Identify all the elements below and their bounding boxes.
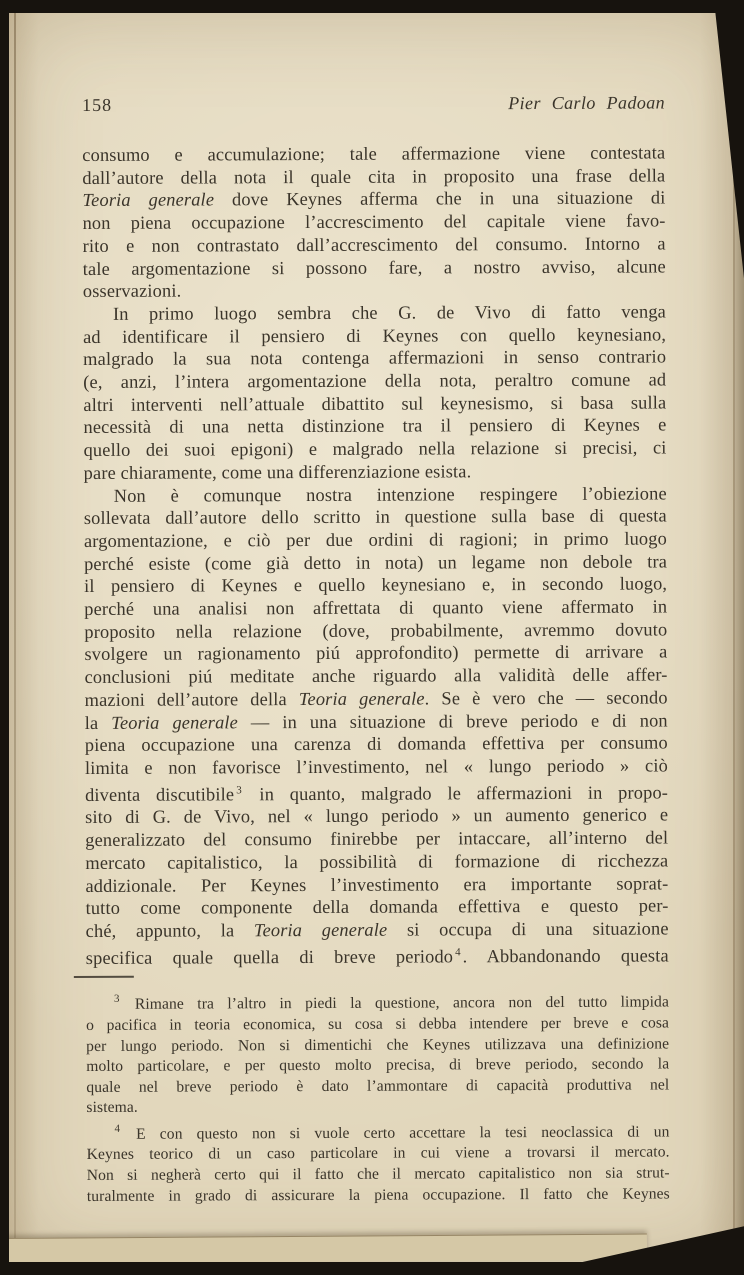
text-line: [85, 777, 668, 806]
text-run: Keynes teorico di un caso particolare in cui viene a trovarsi il mercato.: [86, 1143, 670, 1164]
text-run: sito di G. de Vivo, nel « lungo periodo » un aumento generico e: [85, 804, 669, 828]
text-run: molto particolare, e per questo molto precisa, di breve periodo, secondo la: [86, 1055, 670, 1076]
italic-text-run: Teoria generale: [111, 711, 238, 733]
book-page: [9, 13, 744, 1263]
italic-text-run: Teoria generale: [253, 919, 388, 941]
text-run: mazioni dell’autore della: [84, 688, 299, 710]
text-run: necessità di una netta distinzione tra il pensiero di Keynes e: [83, 414, 667, 438]
text-line: [86, 895, 669, 920]
text-line: [86, 987, 669, 1016]
text-run: Non si negherà certo qui il fatto che il mercato capitalistico non sia strut-: [86, 1164, 670, 1185]
text-run: — in una situazione di breve periodo e di non: [237, 710, 668, 732]
text-line: [82, 187, 665, 212]
text-run: il pensiero di Keynes e quello keynesiano e, in secondo luogo,: [84, 573, 668, 597]
text-line: [84, 596, 667, 621]
text-line: [83, 323, 666, 348]
text-run: generalizzato del consumo finirebbe per intaccare, all’interno del: [85, 827, 669, 851]
text-run: altri interventi nell’attuale dibattito sul keynesismo, si basa sulla: [83, 392, 667, 415]
text-run: . Se è vero che — secondo: [424, 687, 668, 709]
text-run: limita e non favorisce l’investimento, nel « lungo periodo » ciò: [84, 755, 668, 778]
text-line: [83, 300, 666, 325]
text-run: piena occupazione una carenza di domanda effettiva per consumo: [84, 732, 668, 756]
text-run: turalmente in grado di assicurare la piena occupazione. Il fatto che Keynes: [86, 1185, 670, 1205]
text-run: sistema.: [86, 1099, 138, 1117]
text-line: [87, 1143, 670, 1166]
running-header: [82, 92, 665, 116]
page-content: [82, 92, 670, 1207]
footnote-ref: 3: [113, 993, 120, 1006]
text-run: pare chiaramente, come una differenziazione esista.: [83, 461, 472, 483]
text-line: [86, 1116, 669, 1145]
text-run: tutto come componente della domanda effettiva e questo per-: [85, 895, 669, 919]
text-run: consumo e accumulazione; tale affermazione viene contestata: [82, 142, 666, 165]
text-line: [85, 827, 668, 852]
text-line: [85, 754, 668, 779]
text-run: E con questo non si vuole certo accettare la tesi neoclassica di un: [121, 1123, 670, 1143]
text-run: perché una analisi non affrettata di quanto viene affermato in: [84, 596, 668, 620]
text-line: [83, 346, 666, 371]
text-run: svolgere un ragionamento piú approfondito) permette di arrivare a: [84, 641, 668, 665]
text-run: mercato capitalistico, la possibilità di formazione di ricchezza: [85, 850, 669, 873]
text-line: [82, 141, 665, 166]
text-line: [85, 686, 668, 711]
text-run: si occupa di una situazione: [387, 918, 669, 940]
text-run: dove Keynes afferma che in una situazione di: [214, 187, 666, 210]
running-head-author: Pier Carlo Padoan: [508, 92, 666, 114]
text-line: [87, 1184, 670, 1207]
scan-edge-top: [0, 0, 744, 13]
text-line: [86, 1096, 669, 1119]
text-run: argomentazione, e ciò per due ordini di ragioni; in primo luogo: [83, 528, 667, 551]
text-run: la: [84, 712, 112, 733]
footnote-ref: 3: [236, 783, 242, 797]
text-run: conclusioni piú meditate anche riguardo alla validità delle affer-: [84, 664, 668, 688]
text-line: [84, 664, 667, 689]
text-run: Rimane tra l’altro in piedi la questione, ancora non del tutto limpida: [121, 993, 670, 1014]
text-line: [85, 804, 668, 829]
text-run: osservazioni.: [82, 280, 182, 302]
footnotes: [86, 987, 670, 1207]
body-text: [82, 141, 669, 969]
text-line: [85, 849, 668, 874]
text-run: malgrado la sua nota contenga affermazioni in senso contrario: [83, 346, 667, 370]
text-run: addizionale. Per Keynes l’investimento era importante soprat-: [85, 872, 669, 896]
text-run: . Abbandonando questa: [462, 945, 669, 966]
text-run: tale argomentazione si possono fare, a nostro avviso, alcune: [82, 255, 666, 279]
text-run: quello dei suoi epigoni) e malgrado nella relazione si precisi, ci: [83, 437, 667, 461]
text-run: perché esiste (come già detto in nota) un legame non debole tra: [84, 551, 668, 574]
text-line: [83, 255, 666, 280]
text-run: quale nel breve periodo è dato l’ammontare di capacità produttiva nel: [86, 1076, 670, 1096]
scan-edge-bottom: [0, 1262, 744, 1275]
text-run: proposito nella relazione (dove, probabilmente, avremmo dovuto: [84, 619, 668, 642]
text-run: specifica quale quella di breve periodo: [85, 945, 454, 968]
text-line: [86, 1075, 669, 1098]
text-line: [83, 210, 666, 235]
text-run: sollevata dall’autore dello scritto in questione sulla base di questa: [83, 505, 667, 529]
text-run: In primo luogo sembra che G. de Vivo di fatto venga: [112, 301, 666, 324]
text-line: [86, 1013, 669, 1036]
text-run: in quanto, malgrado le affermazioni in propo-: [243, 782, 669, 804]
text-line: [83, 368, 666, 393]
italic-text-run: Teoria generale: [298, 688, 425, 709]
text-line: [84, 459, 667, 484]
text-run: rito e non contrastato dall’accrescimento del consumo. Intorno a: [82, 233, 666, 256]
text-line: [85, 872, 668, 897]
text-line: [84, 527, 667, 552]
text-run: dall’autore della nota il quale cita in proposito una frase della: [82, 165, 666, 188]
scan-edge-left: [0, 0, 9, 1275]
text-run: non piena occupazione l’accrescimento del capitale viene favo-: [82, 210, 666, 234]
text-line: [86, 1055, 669, 1078]
page-gutter-crease: [14, 13, 16, 1263]
text-run: Non è comunque nostra intenzione respingere l’obiezione: [113, 482, 667, 506]
page-number: 158: [82, 94, 113, 115]
footnote-ref: 4: [455, 945, 461, 958]
text-run: diventa discutibile: [85, 784, 235, 805]
text-line: [84, 505, 667, 530]
text-run: o pacifica in teoria economica, su cosa si debba intendere per breve e cosa: [86, 1014, 670, 1034]
text-line: [83, 414, 666, 439]
text-line: [83, 391, 666, 416]
text-line: [85, 732, 668, 757]
text-run: ché, appunto, la: [85, 920, 254, 941]
text-line: [86, 940, 669, 969]
text-line: [85, 709, 668, 734]
footnote-separator: [74, 976, 134, 978]
text-line: [84, 573, 667, 598]
text-run: ad identificare il pensiero di Keynes con quello keynesiano,: [83, 324, 667, 347]
text-line: [87, 1164, 670, 1187]
text-line: [84, 482, 667, 507]
text-line: [83, 278, 666, 303]
text-line: [84, 618, 667, 643]
text-line: [84, 641, 667, 666]
footnote-ref: 4: [114, 1122, 121, 1135]
text-line: [84, 550, 667, 575]
text-line: [86, 917, 669, 942]
text-run: per lungo periodo. Non si dimentichi che Keynes utilizzava una definizione: [86, 1034, 670, 1055]
italic-text-run: Teoria generale: [82, 189, 215, 211]
text-line: [84, 437, 667, 462]
text-line: [82, 164, 665, 189]
text-line: [83, 232, 666, 257]
text-line: [86, 1034, 669, 1057]
underlying-page-edge: [2, 1233, 647, 1264]
text-run: (e, anzi, l’intera argomentazione della nota, peraltro comune ad: [83, 369, 667, 393]
